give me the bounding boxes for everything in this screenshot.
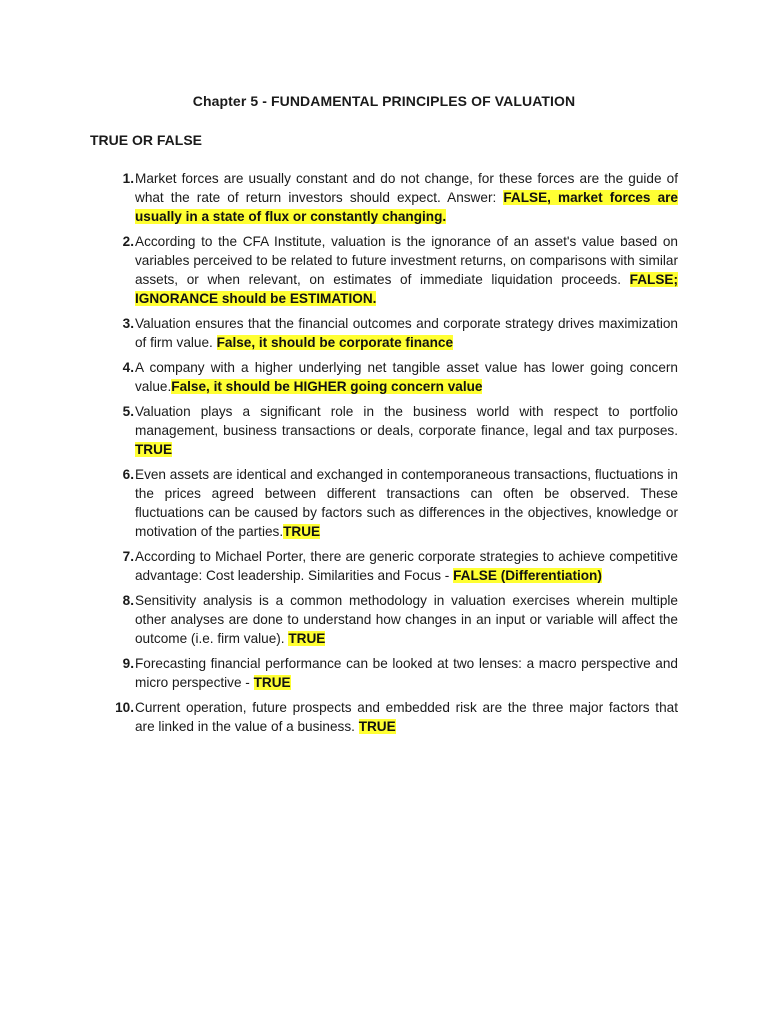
answer-highlight: False, it should be HIGHER going concern value: [171, 379, 483, 394]
question-item: [90, 169, 678, 226]
question-item: [90, 402, 678, 459]
question-text: According to the CFA Institute, valuation is the ignorance of an asset's value based on variables perceived to be related to future investment returns, on comparisons with similar assets, or when relevant, on estimates of immediate liquidation proceeds.: [135, 234, 678, 287]
answer-highlight: FALSE (Differentiation): [453, 568, 602, 583]
question-number: 8.: [122, 593, 134, 608]
question-number: 5.: [122, 404, 134, 419]
question-text: Sensitivity analysis is a common methodology in valuation exercises wherein multiple other analyses are done to understand how changes in an input or variable will affect the outcome (i.e. firm value).: [135, 593, 678, 646]
answer-highlight: FALSE; IGNORANCE should be ESTIMATION.: [135, 272, 678, 306]
question-text: Even assets are identical and exchanged in contemporaneous transactions, fluctuations in the prices agreed between different transactions can often be observed. These fluctuations can be caused by factors such as differences in the objectives, knowledge or motivation of the parties.: [135, 467, 678, 539]
question-number: 1.: [122, 171, 134, 186]
question-item: [90, 358, 678, 396]
answer-highlight: TRUE: [135, 442, 173, 457]
question-text: Valuation plays a significant role in the business world with respect to portfolio management, business transactions or deals, corporate finance, legal and tax purposes.: [135, 404, 678, 438]
page-title: Chapter 5 - FUNDAMENTAL PRINCIPLES OF VALUATION: [192, 93, 576, 109]
question-text-block: [135, 654, 678, 692]
question-text: Market forces are usually constant and do not change, for these forces are the guide of what the rate of return investors should expect. Answer:: [135, 171, 678, 205]
question-text: A company with a higher underlying net tangible asset value has lower going concern value.: [135, 360, 678, 394]
question-item: [90, 232, 678, 308]
answer-highlight: TRUE: [283, 524, 321, 539]
section-heading: TRUE OR FALSE: [90, 132, 203, 148]
question-item: [90, 547, 678, 585]
question-item: [90, 698, 678, 736]
question-item: [90, 654, 678, 692]
question-text-block: [135, 465, 678, 541]
question-number: 3.: [122, 316, 134, 331]
question-text-block: [135, 169, 678, 226]
answer-highlight: TRUE: [253, 675, 291, 690]
question-item: [90, 314, 678, 352]
question-text-block: [135, 698, 678, 736]
question-number: 6.: [122, 467, 134, 482]
answer-highlight: TRUE: [288, 631, 326, 646]
question-number: 10.: [115, 700, 134, 715]
question-list: [90, 169, 678, 742]
answer-highlight: FALSE, market forces are usually in a state of flux or constantly changing.: [135, 190, 678, 224]
question-text-block: [135, 314, 678, 352]
question-text: According to Michael Porter, there are generic corporate strategies to achieve competitive advantage: Cost leadership. Similarities and Focus -: [135, 549, 678, 583]
question-text-block: [135, 547, 678, 585]
question-number: 2.: [122, 234, 134, 249]
question-text-block: [135, 232, 678, 308]
question-text: Forecasting financial performance can be looked at two lenses: a macro perspective and micro perspective -: [135, 656, 678, 690]
question-item: [90, 591, 678, 648]
question-text-block: [135, 591, 678, 648]
question-item: [90, 465, 678, 541]
answer-highlight: TRUE: [358, 719, 396, 734]
answer-highlight: False, it should be corporate finance: [216, 335, 454, 350]
question-number: 4.: [122, 360, 134, 375]
question-text: Valuation ensures that the financial outcomes and corporate strategy drives maximization of firm value.: [135, 316, 678, 350]
question-text-block: [135, 402, 678, 459]
question-number: 9.: [122, 656, 134, 671]
question-text-block: [135, 358, 678, 396]
question-text: Current operation, future prospects and embedded risk are the three major factors that are linked in the value of a business.: [135, 700, 678, 734]
question-number: 7.: [122, 549, 134, 564]
